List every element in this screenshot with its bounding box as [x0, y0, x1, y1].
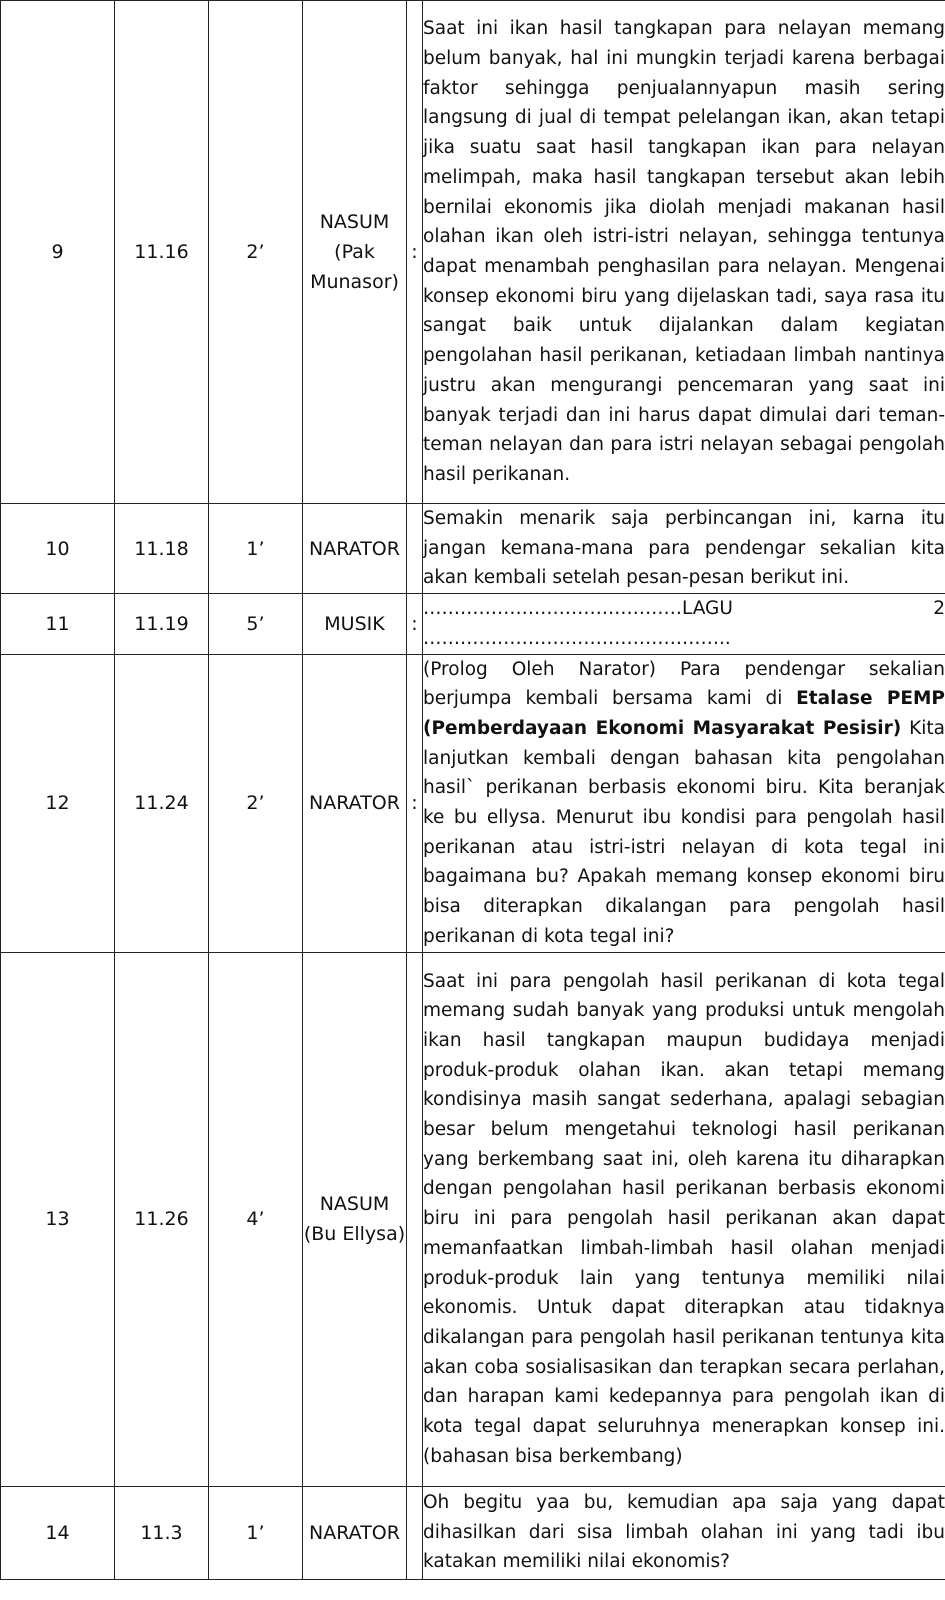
- dialogue-text: (Prolog Oleh Narator) Para pendengar sekalian berjumpa kembali bersama kami di: [423, 658, 945, 710]
- row-number: 10: [1, 504, 115, 594]
- row-time: 11.26: [115, 952, 209, 1486]
- song-label: ……………………………………LAGU: [423, 598, 733, 620]
- row-duration: 1’: [209, 504, 303, 594]
- table-row: [1, 654, 945, 952]
- table-row: [1, 1, 945, 504]
- row-number: 12: [1, 654, 115, 952]
- speaker-line: (Pak: [334, 241, 375, 263]
- program-name: Etalase PEMP (Pemberdayaan Ekonomi Masyarakat Pesisir): [423, 688, 945, 739]
- row-speaker: [303, 952, 407, 1486]
- row-dialogue: Saat ini ikan hasil tangkapan para nelayan memang belum banyak, hal ini mungkin terjadi karena berbagai faktor sehingga penjualannyapun masih sering langsung di jual di tempat pelelangan ikan, akan tetapi jika suatu saat hasil tangkapan ikan para nelayan melimpah, maka hasil tangkapan tersebut akan lebih bernilai ekonomis jika diolah menjadi makanan hasil olahan ikan oleh istri-istri nelayan, sehingga tentunya dapat menambah penghasilan para nelayan. Mengenai konsep ekonomi biru yang dijelaskan tadi, saya rasa itu sangat baik untuk dijalankan dalam kegiatan pengolahan hasil perikanan, ketiadaan limbah nantinya justru akan mengurangi pencemaran yang saat ini banyak terjadi dan ini harus dapat dimulai dari teman-teman nelayan dan para istri nelayan sebagai pengolah hasil perikanan.: [423, 1, 945, 504]
- row-number: 11: [1, 594, 115, 654]
- row-speaker: MUSIK: [303, 594, 407, 654]
- row-duration: 2’: [209, 1, 303, 504]
- row-dialogue: Saat ini para pengolah hasil perikanan di kota tegal memang sudah banyak yang produksi untuk mengolah ikan hasil tangkapan maupun budidaya menjadi produk-produk olahan ikan. akan tetapi memang kondisinya masih sangat sederhana, apalagi sebagian besar belum mengetahui teknologi hasil perikanan yang berkembang saat ini, oleh karena itu diharapkan dengan pengolahan hasil perikanan berbasis ekonomi biru ini para pengolah hasil perikanan akan dapat memanfaatkan limbah-limbah hasil olahan menjadi produk-produk lain yang tentunya memiliki nilai ekonomis. Untuk dapat diterapkan atau tidaknya dikalangan para pengolah hasil perikanan tentunya kita akan coba sosialisasikan dan terapkan secara perlahan, dan harapan kami kedepannya para pengolah ikan di kota tegal dapat seluruhnya menerapkan konsep ini. (bahasan bisa berkembang): [423, 952, 945, 1486]
- table-row: [1, 504, 945, 594]
- row-duration: 4’: [209, 952, 303, 1486]
- row-duration: 1’: [209, 1486, 303, 1579]
- row-separator: :: [407, 1, 423, 504]
- song-line: [423, 594, 945, 624]
- row-separator: [407, 1486, 423, 1579]
- row-time: 11.18: [115, 504, 209, 594]
- row-duration: 2’: [209, 654, 303, 952]
- speaker-line: (Bu Ellysa): [303, 1223, 406, 1246]
- row-separator: :: [407, 594, 423, 654]
- song-dots: …………………………………………..: [423, 627, 731, 649]
- speaker-line: NASUM: [319, 1193, 390, 1216]
- row-dialogue: Oh begitu yaa bu, kemudian apa saja yang dapat dihasilkan dari sisa limbah olahan ini yang tadi ibu katakan memiliki nilai ekonomis?: [423, 1486, 945, 1579]
- row-time: 11.19: [115, 594, 209, 654]
- row-speaker: [303, 1, 407, 504]
- row-dialogue: [423, 654, 945, 952]
- table-row: [1, 1486, 945, 1579]
- speaker-line: Munasor): [310, 271, 399, 293]
- table-row: [1, 594, 945, 654]
- row-speaker: NARATOR: [303, 504, 407, 594]
- row-speaker: NARATOR: [303, 1486, 407, 1579]
- row-separator: [407, 504, 423, 594]
- dialogue-text: Kita lanjutkan kembali dengan bahasan kita pengolahan hasil` perikanan berbasis ekonomi biru. Kita beranjak ke bu ellysa. Menurut ibu kondisi para pengolah hasil perikanan atau istri-istri nelayan di kota tegal ini bagaimana bu? Apakah memang konsep ekonomi biru bisa diterapkan dikalangan para pengolah hasil perikanan di kota tegal ini?: [423, 717, 945, 947]
- speaker-line: NASUM: [319, 211, 390, 233]
- row-dialogue: Semakin menarik saja perbincangan ini, karna itu jangan kemana-mana para pendengar sekalian kita akan kembali setelah pesan-pesan berikut ini.: [423, 504, 945, 594]
- row-duration: 5’: [209, 594, 303, 654]
- row-time: 11.3: [115, 1486, 209, 1579]
- row-number: 9: [1, 1, 115, 504]
- row-separator: :: [407, 654, 423, 952]
- row-dialogue: [423, 594, 945, 654]
- row-time: 11.24: [115, 654, 209, 952]
- table-row: [1, 952, 945, 1486]
- row-speaker: NARATOR: [303, 654, 407, 952]
- row-number: 14: [1, 1486, 115, 1579]
- row-separator: [407, 952, 423, 1486]
- song-number: 2: [933, 598, 945, 620]
- row-time: 11.16: [115, 1, 209, 504]
- row-number: 13: [1, 952, 115, 1486]
